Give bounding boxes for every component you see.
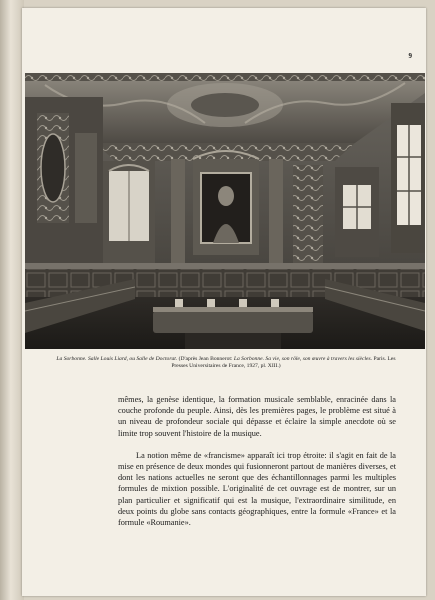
figure-caption [52,356,400,370]
caption-title: La Sorbonne. Salle Louis Liard, ou Salle de Doctorat. [56,356,178,362]
paragraph: La notion même de «francisme» apparaît ici trop étroite: il s'agit en fait de la mise en présence de deux mondes qui fusionneront partout de manières diverses, et dont les nations actuelles ne seront que des échantillonnages parmi les multiples formules de mixtion possible. L'originalité de cet ouvrage est de montrer, sur un plan particulier et significatif qui est la musique, l'extraordinaire similitude, en deux points du globe sans contacts géographiques, entre la formule «France» et la formule «Roumanie». [118,450,396,528]
caption-publisher: Paris. Les Presses Universitaires de France, 1927, pl. XIII.) [171,356,396,370]
sorbonne-hall-photograph [25,73,425,349]
caption-book-title: La Sorbonne. Sa vie, son rôle, son œuvre à travers les siècles. [233,356,373,362]
book-page [22,8,426,596]
page-number: 9 [408,52,412,60]
paragraph: mêmes, la genèse identique, la formation musicale semblable, enracinée dans la couche profonde du peuple. Ainsi, dès les premières pages, le problème est situé à un niveau de profondeur sociale qui dépasse et éclaire la simple anecdote où se limite trop souvent l'histoire de la musique. [118,395,396,438]
caption-source: (D'après Jean Bonnerot: [177,356,234,362]
book-binding [0,0,24,600]
body-text [118,394,396,528]
